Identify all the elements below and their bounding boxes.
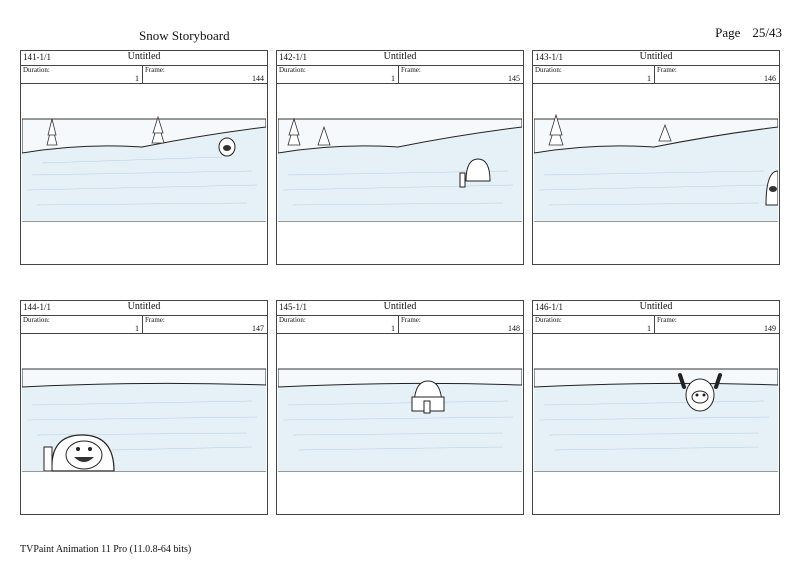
frame-value: 149 [764,324,776,333]
duration-label: Duration: [535,316,562,324]
duration-label: Duration: [23,316,50,324]
panel-id: 146-1/1 [535,302,563,312]
panel-header [277,301,523,316]
page-number: 25/43 [752,25,782,40]
storyboard-panel[interactable] [532,300,780,515]
panel-name: Untitled [383,301,417,312]
panel-id: 141-1/1 [23,52,51,62]
storyboard-panel[interactable] [276,300,524,515]
panel-header [21,51,267,66]
duration-label: Duration: [279,316,306,324]
frame-label: Frame: [401,316,421,324]
storyboard-panel[interactable] [20,300,268,515]
panel-name: Untitled [127,301,161,312]
frame-label: Frame: [145,316,165,324]
page-indicator [715,25,782,41]
panel-header [21,301,267,316]
panel-meta [533,65,779,84]
duration-label: Duration: [23,66,50,74]
duration-value: 1 [647,74,651,83]
frame-value: 148 [508,324,520,333]
duration-value: 1 [391,74,395,83]
panel-drawing [534,335,778,473]
panel-id: 145-1/1 [279,302,307,312]
panel-id: 142-1/1 [279,52,307,62]
frame-label: Frame: [657,316,677,324]
panel-name: Untitled [127,51,161,62]
panel-meta [21,315,267,334]
panel-meta [277,65,523,84]
document-title: Snow Storyboard [139,28,230,43]
duration-value: 1 [391,324,395,333]
storyboard-panel[interactable] [276,50,524,265]
panel-header [533,301,779,316]
panel-drawing [278,85,522,223]
duration-value: 1 [135,74,139,83]
panel-header [277,51,523,66]
frame-label: Frame: [145,66,165,74]
panel-name: Untitled [639,51,673,62]
panel-drawing [22,335,266,473]
panel-drawing [22,85,266,223]
panel-meta [277,315,523,334]
storyboard-panel[interactable] [532,50,780,265]
frame-label: Frame: [401,66,421,74]
page-label: Page [715,25,741,40]
panel-drawing [534,85,778,223]
panel-id: 143-1/1 [535,52,563,62]
frame-label: Frame: [657,66,677,74]
panel-meta [21,65,267,84]
duration-label: Duration: [279,66,306,74]
panel-drawing [278,335,522,473]
frame-value: 146 [764,74,776,83]
duration-value: 1 [135,324,139,333]
frame-value: 145 [508,74,520,83]
duration-value: 1 [647,324,651,333]
frame-value: 144 [252,74,264,83]
footer-text: TVPaint Animation 11 Pro (11.0.8-64 bits) [20,544,192,555]
frame-value: 147 [252,324,264,333]
storyboard-panel[interactable] [20,50,268,265]
panel-meta [533,315,779,334]
panel-header [533,51,779,66]
panel-name: Untitled [639,301,673,312]
panel-id: 144-1/1 [23,302,51,312]
duration-label: Duration: [535,66,562,74]
panel-name: Untitled [383,51,417,62]
